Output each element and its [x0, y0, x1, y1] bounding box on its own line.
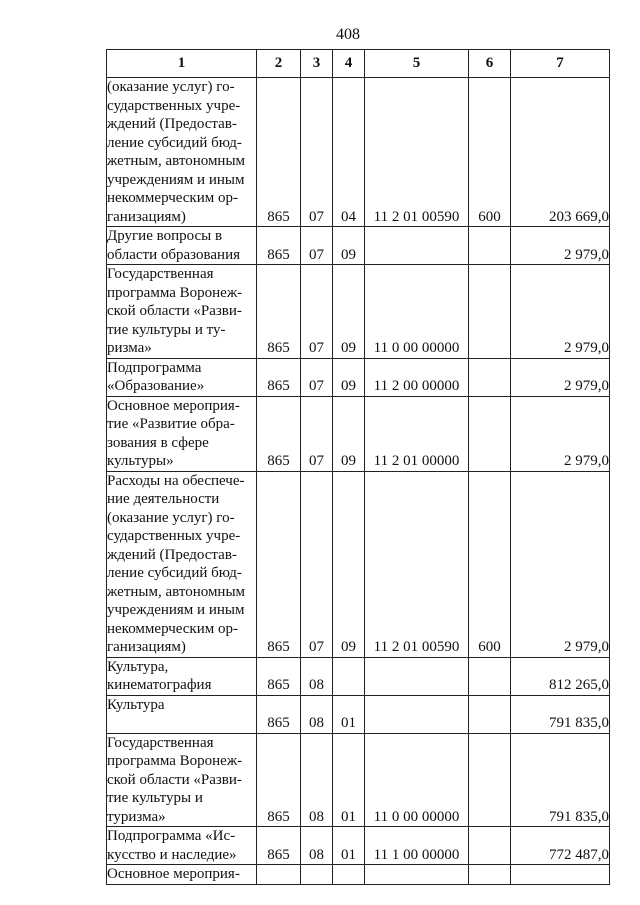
ministry-code: 865 [257, 695, 301, 733]
amount-value: 2 979,0 [511, 396, 610, 471]
expense-type-code [469, 695, 511, 733]
target-article-code [365, 865, 469, 885]
budget-table [106, 49, 610, 885]
expense-type-code: 600 [469, 78, 511, 227]
column-header: 3 [301, 50, 333, 78]
expense-type-code [469, 265, 511, 359]
table-row [107, 865, 610, 885]
subsection-code: 01 [333, 695, 365, 733]
description-line: программа Воронеж- [107, 753, 243, 769]
subsection-code: 09 [333, 471, 365, 657]
target-article-code: 11 2 01 00000 [365, 396, 469, 471]
subsection-code: 01 [333, 733, 365, 827]
description-line: тие «Развитие обра- [107, 416, 235, 432]
column-header: 5 [365, 50, 469, 78]
description-line: Государственная [107, 734, 214, 751]
target-article-code [365, 657, 469, 695]
subsection-code: 04 [333, 78, 365, 227]
description-line: Подпрограмма «Ис- [107, 828, 236, 844]
section-code [301, 865, 333, 885]
description-line: ризма» [107, 340, 152, 356]
target-article-code [365, 227, 469, 265]
amount-value: 772 487,0 [511, 827, 610, 865]
amount-value: 2 979,0 [511, 265, 610, 359]
target-article-code: 11 2 00 00000 [365, 358, 469, 396]
description-line: ждений (Предостав- [107, 546, 237, 563]
table-row [107, 265, 610, 359]
description-line: ганизациям) [107, 208, 186, 225]
target-article-code: 11 0 00 00000 [365, 265, 469, 359]
row-description [107, 227, 257, 265]
section-code: 07 [301, 227, 333, 265]
description-line: Государственная [107, 266, 214, 282]
amount-value: 203 669,0 [511, 78, 610, 227]
ministry-code: 865 [257, 657, 301, 695]
expense-type-code [469, 733, 511, 827]
table-row [107, 827, 610, 865]
description-line: ждений (Предостав- [107, 116, 237, 132]
ministry-code: 865 [257, 227, 301, 265]
ministry-code: 865 [257, 78, 301, 227]
ministry-code: 865 [257, 358, 301, 396]
amount-value: 791 835,0 [511, 695, 610, 733]
description-line: ние деятельности [107, 491, 220, 507]
description-line: тие культуры и [107, 790, 203, 806]
column-header: 1 [107, 50, 257, 78]
description-line: Основное мероприя- [107, 866, 240, 882]
row-description [107, 827, 257, 865]
description-line: ление субсидий бюд- [107, 134, 242, 151]
amount-value: 791 835,0 [511, 733, 610, 827]
section-code: 07 [301, 396, 333, 471]
section-code: 08 [301, 657, 333, 695]
column-header: 4 [333, 50, 365, 78]
ministry-code: 865 [257, 733, 301, 827]
description-line: жетным, автономным [107, 153, 246, 169]
subsection-code [333, 657, 365, 695]
ministry-code [257, 865, 301, 885]
table-row [107, 358, 610, 396]
row-description [107, 78, 257, 227]
subsection-code: 09 [333, 227, 365, 265]
subsection-code: 09 [333, 396, 365, 471]
description-line: некоммерческим ор- [107, 190, 238, 206]
description-line: ганизациям) [107, 639, 186, 655]
description-line: кинематография [107, 677, 212, 693]
description-line: Другие вопросы в [107, 228, 223, 244]
description-line: учреждениям и иным [107, 171, 245, 188]
description-line: Расходы на обеспече- [107, 472, 245, 489]
ministry-code: 865 [257, 265, 301, 359]
target-article-code: 11 2 01 00590 [365, 78, 469, 227]
description-line: Культура, [107, 658, 169, 675]
row-description [107, 471, 257, 657]
amount-value: 2 979,0 [511, 358, 610, 396]
target-article-code [365, 695, 469, 733]
description-line: ление субсидий бюд- [107, 565, 242, 581]
table-row [107, 733, 610, 827]
section-code: 08 [301, 695, 333, 733]
section-code: 08 [301, 827, 333, 865]
description-line: Культура [107, 696, 165, 713]
description-line: ской области «Разви- [107, 771, 242, 788]
row-description [107, 865, 257, 885]
description-line: зования в сфере [107, 434, 209, 451]
row-description [107, 265, 257, 359]
column-header: 2 [257, 50, 301, 78]
table-header-row [107, 50, 610, 78]
ministry-code: 865 [257, 827, 301, 865]
expense-type-code [469, 396, 511, 471]
expense-type-code [469, 657, 511, 695]
amount-value: 812 265,0 [511, 657, 610, 695]
description-line: культуры» [107, 453, 174, 469]
ministry-code: 865 [257, 396, 301, 471]
description-line: «Образование» [107, 378, 205, 394]
description-line: Основное мероприя- [107, 397, 240, 414]
row-description [107, 733, 257, 827]
description-line: тие культуры и ту- [107, 321, 226, 338]
expense-type-code [469, 358, 511, 396]
description-line: области образования [107, 246, 241, 263]
target-article-code: 11 2 01 00590 [365, 471, 469, 657]
table-row [107, 396, 610, 471]
description-line: некоммерческим ор- [107, 620, 238, 637]
section-code: 07 [301, 358, 333, 396]
expense-type-code [469, 227, 511, 265]
row-description [107, 657, 257, 695]
expense-type-code [469, 865, 511, 885]
section-code: 07 [301, 471, 333, 657]
table-row [107, 657, 610, 695]
page-number: 408 [336, 26, 360, 43]
description-line: кусство и наследие» [107, 846, 237, 863]
description-line: (оказание услуг) го- [107, 509, 235, 526]
column-header: 6 [469, 50, 511, 78]
amount-value: 2 979,0 [511, 471, 610, 657]
ministry-code: 865 [257, 471, 301, 657]
description-line: сударственных учре- [107, 528, 241, 544]
column-header: 7 [511, 50, 610, 78]
row-description [107, 358, 257, 396]
section-code: 07 [301, 78, 333, 227]
subsection-code: 09 [333, 358, 365, 396]
table-row [107, 227, 610, 265]
section-code: 07 [301, 265, 333, 359]
amount-value: 2 979,0 [511, 227, 610, 265]
table-row [107, 471, 610, 657]
amount-value [511, 865, 610, 885]
description-line [107, 714, 256, 733]
description-line: учреждениям и иным [107, 602, 245, 618]
target-article-code: 11 1 00 00000 [365, 827, 469, 865]
target-article-code: 11 0 00 00000 [365, 733, 469, 827]
description-line: жетным, автономным [107, 583, 246, 600]
description-line: сударственных учре- [107, 97, 241, 114]
description-line: ской области «Разви- [107, 303, 242, 319]
expense-type-code: 600 [469, 471, 511, 657]
expense-type-code [469, 827, 511, 865]
table-row [107, 78, 610, 227]
subsection-code [333, 865, 365, 885]
section-code: 08 [301, 733, 333, 827]
subsection-code: 09 [333, 265, 365, 359]
subsection-code: 01 [333, 827, 365, 865]
description-line: программа Воронеж- [107, 284, 243, 301]
row-description [107, 695, 257, 733]
description-line: туризма» [107, 808, 166, 825]
description-line: (оказание услуг) го- [107, 79, 235, 95]
description-line: Подпрограмма [107, 359, 202, 376]
row-description [107, 396, 257, 471]
table-row [107, 695, 610, 733]
